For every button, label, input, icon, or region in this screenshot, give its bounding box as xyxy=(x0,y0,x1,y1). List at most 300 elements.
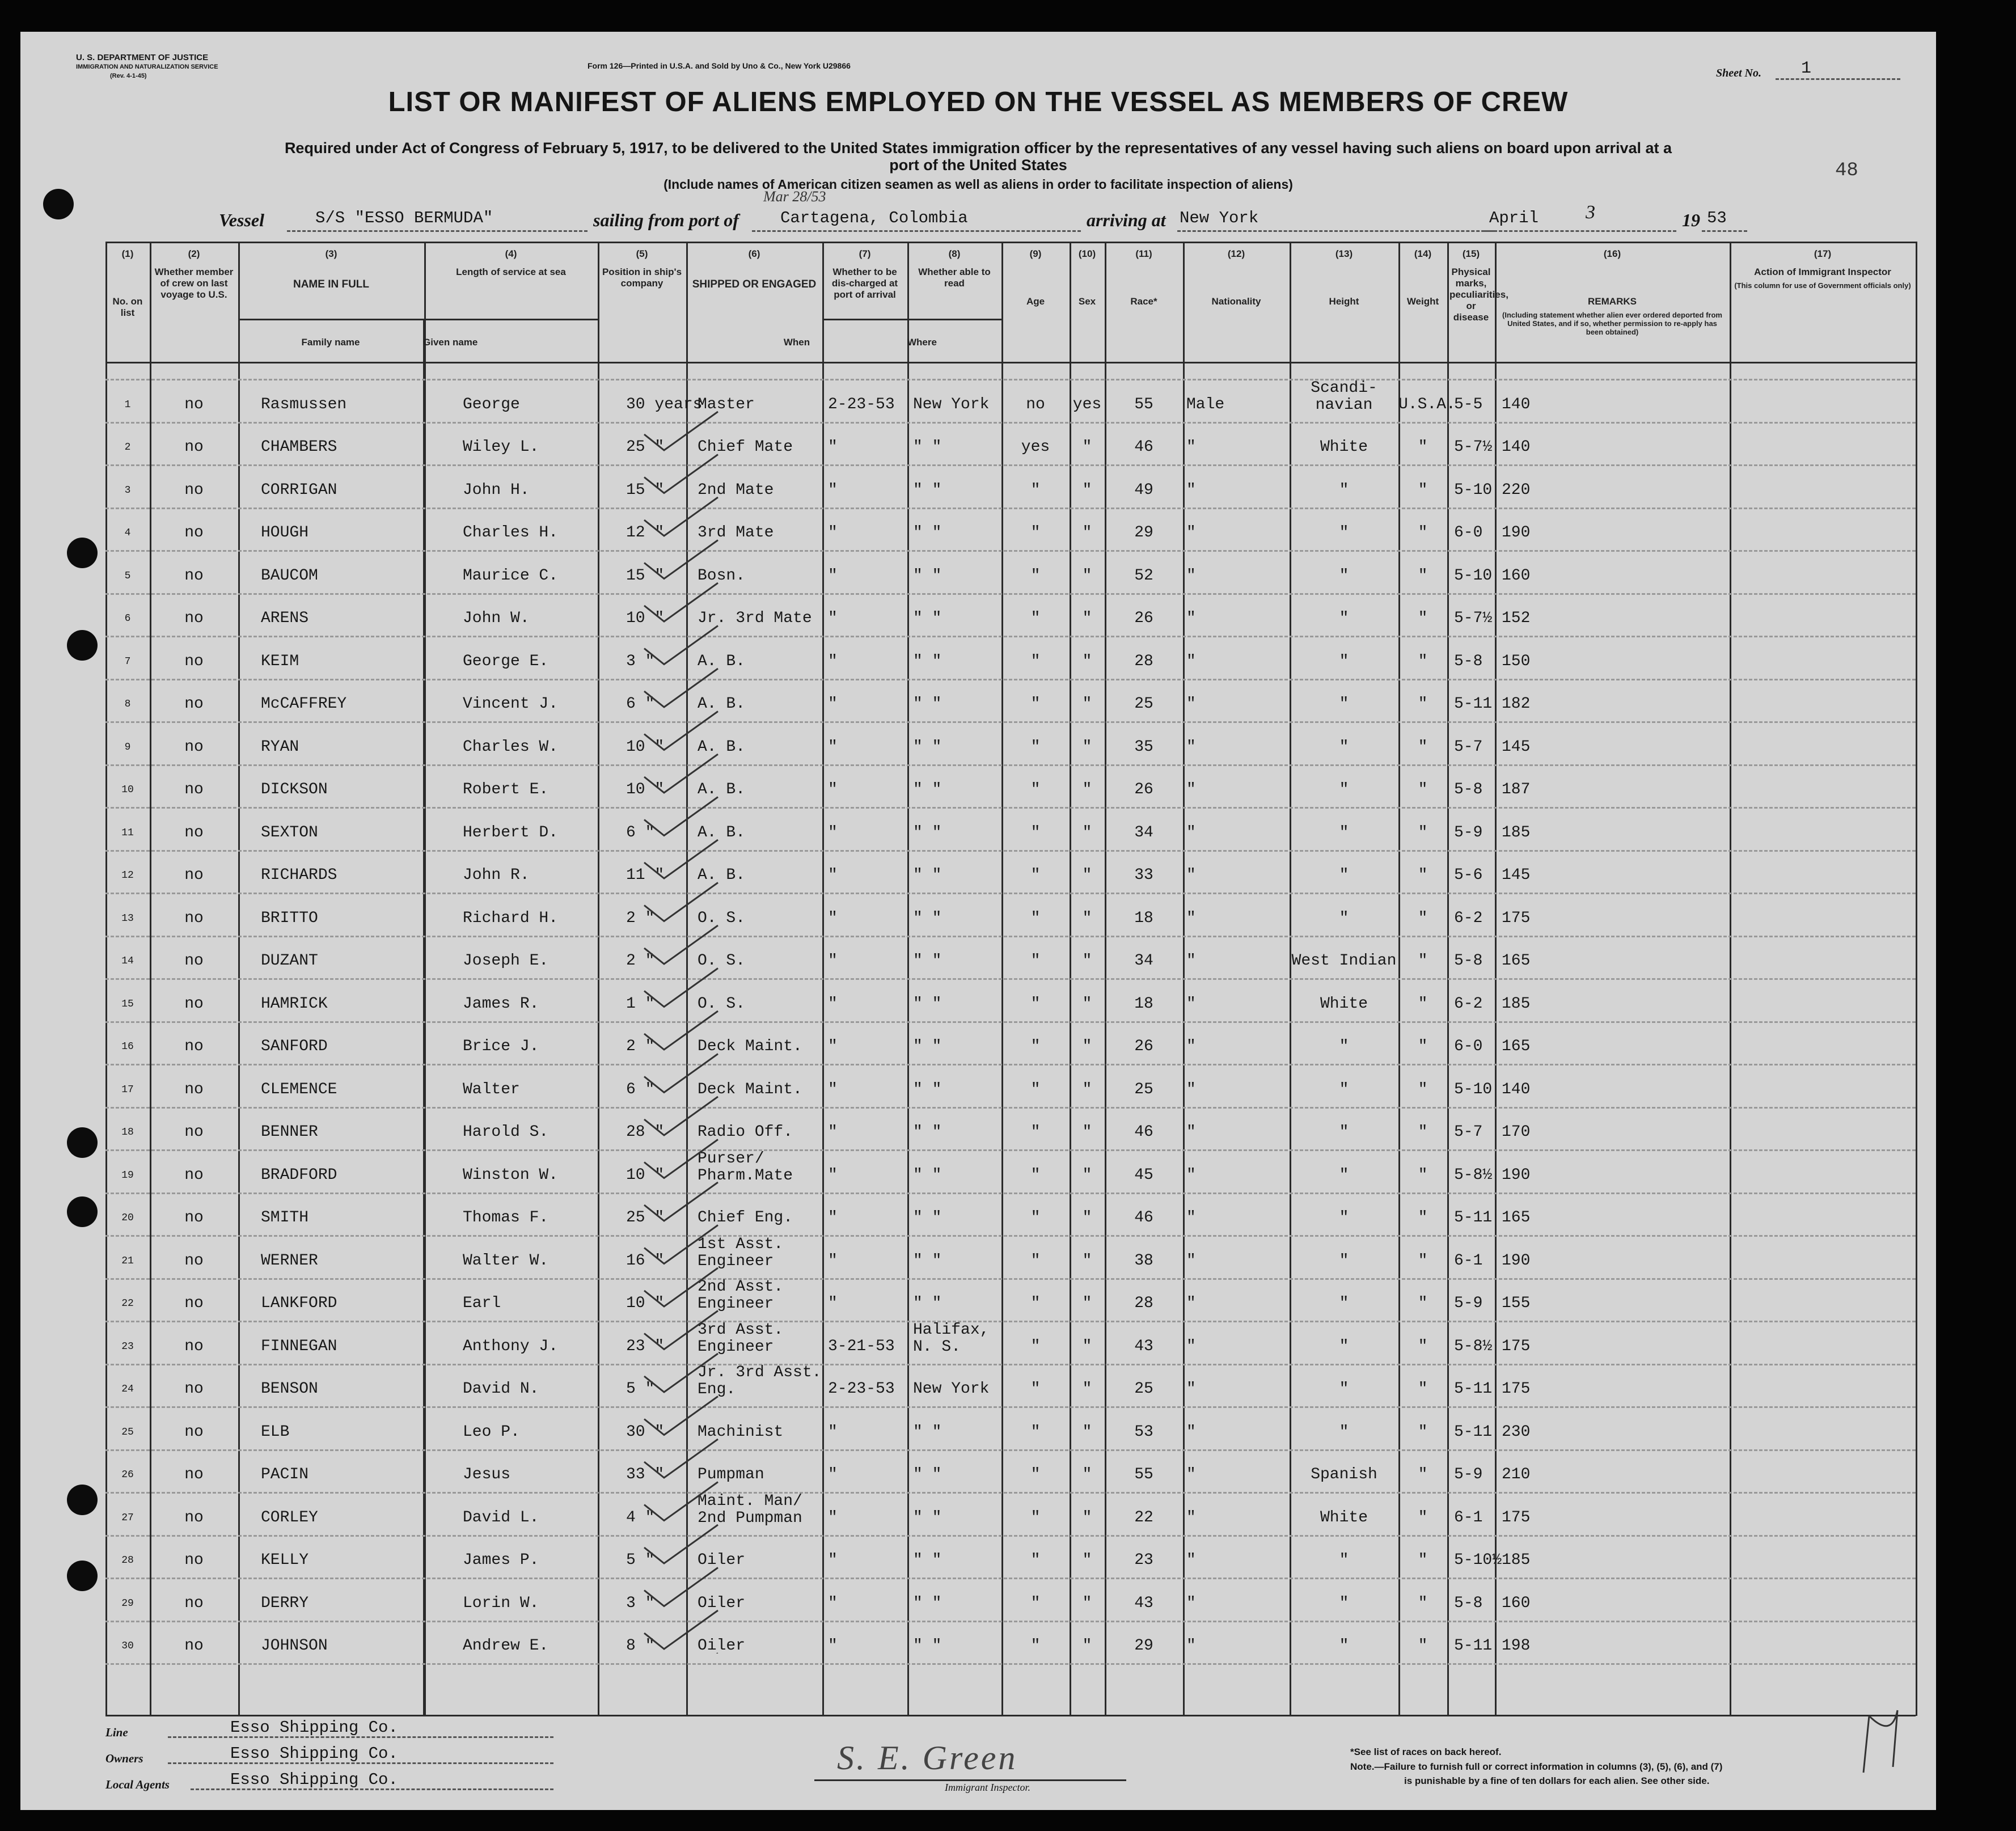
cell-weight: 165 xyxy=(1502,952,1531,970)
cell-sex: " xyxy=(1186,1123,1196,1141)
cell-sex: " xyxy=(1186,781,1196,798)
table-row xyxy=(105,1444,1916,1487)
cell-given: George E. xyxy=(463,652,549,670)
cell-read: " xyxy=(1082,781,1092,798)
cell-service: 6 " xyxy=(626,823,655,842)
cell-service: 8 " xyxy=(626,1637,655,1655)
cell-position: O. S. xyxy=(698,995,746,1013)
column-sublabel: Where xyxy=(907,337,937,348)
cell-no: 9 xyxy=(124,741,131,753)
vessel-name: S/S "ESSO BERMUDA" xyxy=(315,209,493,227)
cell-height: 5-10 xyxy=(1454,566,1493,585)
cell-service: 23 " xyxy=(626,1337,665,1355)
cell-height: 6-2 xyxy=(1454,995,1483,1013)
column-number: (12) xyxy=(1227,248,1245,259)
cell-weight: 175 xyxy=(1502,1380,1531,1398)
cell-discharged: " xyxy=(1030,566,1041,585)
cell-where: " " xyxy=(913,1123,942,1141)
cell-when: " xyxy=(828,1166,838,1184)
cell-height: 5-8 xyxy=(1454,952,1483,970)
column-label: Race* xyxy=(1130,296,1157,307)
cell-nationality: " xyxy=(1418,995,1428,1013)
column-label: Whether member of crew on last voyage to U.S. xyxy=(154,267,234,300)
arriving-label: arriving at xyxy=(1087,210,1166,230)
date-line xyxy=(1484,230,1676,232)
cell-race: " xyxy=(1339,1123,1349,1141)
cell-age: 18 xyxy=(1134,995,1153,1013)
cell-service: 5 " xyxy=(626,1380,655,1398)
cell-family: Rasmussen xyxy=(261,395,347,413)
cell-where: " " xyxy=(913,524,942,542)
column-label: Action of Immigrant Inspector xyxy=(1754,267,1891,277)
agents-label: Local Agents xyxy=(105,1778,170,1791)
cell-sex: " xyxy=(1186,1038,1196,1055)
cell-prev: no xyxy=(184,1080,204,1098)
cell-where: " " xyxy=(913,1166,942,1184)
cell-prev: no xyxy=(184,1295,204,1312)
cell-service: 2 " xyxy=(626,909,655,927)
penalty-note-1: Note.—Failure to furnish full or correct information in columns (3), (5), (6), and (7) xyxy=(1350,1761,1723,1772)
cell-position: Pumpman xyxy=(698,1466,764,1483)
cell-weight: 198 xyxy=(1502,1637,1531,1655)
cell-height: 5-11 xyxy=(1454,1209,1493,1227)
cell-no: 7 xyxy=(124,656,131,667)
cell-sex: " xyxy=(1186,695,1196,713)
cell-read: " xyxy=(1082,1380,1092,1398)
year-prefix: 19 xyxy=(1682,210,1700,230)
page-mark: 48 xyxy=(1835,160,1858,181)
cell-height: 5-7½ xyxy=(1454,610,1493,627)
check-mark xyxy=(644,925,718,964)
cell-family: BRADFORD xyxy=(261,1166,337,1184)
arrival-year: 53 xyxy=(1707,209,1727,227)
cell-when: " xyxy=(828,610,838,627)
cell-no: 2 xyxy=(124,442,131,453)
cell-height: 6-0 xyxy=(1454,524,1483,542)
shipped-subheader-rule xyxy=(822,319,1001,320)
cell-discharged: " xyxy=(1030,610,1041,627)
cell-position: Master xyxy=(698,395,755,413)
cell-height: 5-8 xyxy=(1454,652,1483,670)
cell-age: 49 xyxy=(1134,481,1153,499)
cell-no: 19 xyxy=(121,1169,134,1181)
cell-read: " xyxy=(1082,1251,1092,1270)
cell-no: 29 xyxy=(121,1597,134,1609)
check-mark xyxy=(644,1311,718,1350)
cell-service: 25 " xyxy=(626,1209,665,1227)
cell-age: 22 xyxy=(1134,1508,1153,1526)
cell-discharged: no xyxy=(1026,395,1045,413)
column-number: (16) xyxy=(1603,248,1621,259)
cell-height: 5-11 xyxy=(1454,695,1493,713)
cell-position: Oiler xyxy=(698,1637,746,1655)
cell-given: Walter W. xyxy=(463,1251,549,1270)
cell-given: Wiley L. xyxy=(463,438,539,456)
cell-sex: Male xyxy=(1186,395,1225,413)
cell-height: 5-10 xyxy=(1454,481,1493,499)
cell-weight: 150 xyxy=(1502,652,1531,670)
cell-family: CORLEY xyxy=(261,1508,318,1526)
column-note: (Including statement whether alien ever ordered deported from United States, and if so, whether permission to re-apply has been obtained) xyxy=(1502,311,1722,336)
owners-label: Owners xyxy=(105,1752,143,1765)
cell-service: 10 " xyxy=(626,1166,665,1184)
cell-read: " xyxy=(1082,1423,1092,1441)
cell-no: 6 xyxy=(124,613,131,624)
cell-service: 6 " xyxy=(626,1080,655,1098)
cell-position: O. S. xyxy=(698,952,746,970)
cell-read: " xyxy=(1082,652,1092,670)
punch-hole xyxy=(43,189,74,219)
crew-table xyxy=(105,242,1916,1717)
cell-race: " xyxy=(1339,1209,1349,1227)
table-row xyxy=(105,801,1916,844)
table-row xyxy=(105,1358,1916,1401)
owners-rule xyxy=(168,1762,553,1764)
cell-family: KEIM xyxy=(261,652,299,670)
cell-age: 33 xyxy=(1134,866,1153,884)
cell-nationality: " xyxy=(1418,1551,1428,1569)
cell-age: 55 xyxy=(1134,395,1153,413)
cell-race: " xyxy=(1339,695,1349,713)
cell-no: 3 xyxy=(124,484,131,496)
cell-age: 45 xyxy=(1134,1166,1153,1184)
cell-service: 3 " xyxy=(626,652,655,670)
table-row xyxy=(105,373,1916,416)
cell-when: " xyxy=(828,1209,838,1227)
table-row xyxy=(105,1529,1916,1572)
cell-given: Maurice C. xyxy=(463,566,559,585)
department-name: U. S. DEPARTMENT OF JUSTICE xyxy=(76,53,209,62)
cell-when: " xyxy=(828,481,838,499)
column-number: (8) xyxy=(948,248,961,259)
cell-family: DICKSON xyxy=(261,781,328,798)
column-number: (3) xyxy=(325,248,337,259)
cell-age: 43 xyxy=(1134,1337,1153,1355)
cell-nationality: " xyxy=(1418,524,1428,542)
cell-when: " xyxy=(828,823,838,842)
cell-given: Earl xyxy=(463,1295,501,1312)
inspector-signature: S. E. Green xyxy=(837,1739,1018,1777)
cell-sex: " xyxy=(1186,610,1196,627)
cell-position: Bosn. xyxy=(698,566,746,585)
cell-family: SEXTON xyxy=(261,823,318,842)
column-number: (9) xyxy=(1029,248,1042,259)
cell-family: CLEMENCE xyxy=(261,1080,337,1098)
cell-no: 20 xyxy=(121,1212,134,1224)
cell-sex: " xyxy=(1186,1209,1196,1227)
cell-given: John R. xyxy=(463,866,530,884)
cell-nationality: " xyxy=(1418,652,1428,670)
cell-race: " xyxy=(1339,566,1349,585)
cell-where: " " xyxy=(913,952,942,970)
cell-read: " xyxy=(1082,1551,1092,1569)
cell-position: Oiler xyxy=(698,1594,746,1612)
column-label: No. on list xyxy=(112,296,143,318)
cell-height: 5-8 xyxy=(1454,1594,1483,1612)
check-mark xyxy=(644,1225,718,1264)
cell-when: " xyxy=(828,438,838,456)
cell-prev: no xyxy=(184,1551,204,1569)
cell-age: 38 xyxy=(1134,1251,1153,1270)
check-marks xyxy=(633,406,758,1654)
cell-discharged: " xyxy=(1030,1380,1041,1398)
cell-weight: 140 xyxy=(1502,1080,1531,1098)
cell-race: " xyxy=(1339,652,1349,670)
check-mark xyxy=(644,455,718,493)
cell-when: " xyxy=(828,1251,838,1270)
column-number: (13) xyxy=(1335,248,1353,259)
check-mark xyxy=(644,1354,718,1392)
cell-weight: 175 xyxy=(1502,1508,1531,1526)
cell-no: 21 xyxy=(121,1255,134,1267)
column-label: Sex xyxy=(1078,296,1096,307)
cell-family: BRITTO xyxy=(261,909,318,927)
cell-nationality: " xyxy=(1418,952,1428,970)
cell-given: James R. xyxy=(463,995,539,1013)
column-label: Weight xyxy=(1406,296,1439,307)
column-rule xyxy=(1916,242,1917,1716)
cell-given: Robert E. xyxy=(463,781,549,798)
cell-position: Deck Maint. xyxy=(698,1038,802,1055)
cell-no: 10 xyxy=(121,784,134,796)
cell-service: 15 " xyxy=(626,481,665,499)
table-row xyxy=(105,502,1916,545)
cell-age: 26 xyxy=(1134,1038,1153,1055)
cell-service: 5 " xyxy=(626,1551,655,1569)
cell-when: " xyxy=(828,1508,838,1526)
check-mark xyxy=(644,883,718,921)
table-row xyxy=(105,459,1916,502)
cell-discharged: " xyxy=(1030,866,1041,884)
cell-given: Harold S. xyxy=(463,1123,549,1141)
cell-no: 25 xyxy=(121,1426,134,1438)
cell-service: 30 " xyxy=(626,1423,665,1441)
column-number: (11) xyxy=(1135,248,1152,259)
cell-nationality: " xyxy=(1418,1594,1428,1612)
column-label: Whether able to read xyxy=(918,267,991,289)
cell-weight: 140 xyxy=(1502,395,1531,413)
column-number: (15) xyxy=(1462,248,1480,259)
cell-age: 34 xyxy=(1134,823,1153,842)
cell-sex: " xyxy=(1186,1466,1196,1483)
line-value: Esso Shipping Co. xyxy=(230,1718,398,1737)
cell-where: " " xyxy=(913,995,942,1013)
cell-discharged: yes xyxy=(1021,438,1050,456)
cell-weight: 190 xyxy=(1502,524,1531,542)
cell-race: Spanish xyxy=(1311,1466,1377,1483)
cell-height: 5-9 xyxy=(1454,1295,1483,1312)
cell-where: " " xyxy=(913,1466,942,1483)
cell-read: " xyxy=(1082,823,1092,842)
cell-nationality: U.S.A. xyxy=(1398,395,1456,413)
cell-sex: " xyxy=(1186,1337,1196,1355)
cell-family: ELB xyxy=(261,1423,290,1441)
punch-hole xyxy=(67,538,98,568)
cell-when: " xyxy=(828,1594,838,1612)
column-number: (10) xyxy=(1078,248,1096,259)
arrival-day: 3 xyxy=(1586,202,1595,223)
cell-service: 12 " xyxy=(626,524,665,542)
column-number: (7) xyxy=(859,248,871,259)
cell-where: " " xyxy=(913,909,942,927)
cell-read: " xyxy=(1082,1123,1092,1141)
cell-weight: 160 xyxy=(1502,1594,1531,1612)
service-name: IMMIGRATION AND NATURALIZATION SERVICE xyxy=(76,64,218,70)
cell-read: yes xyxy=(1072,395,1102,413)
check-mark xyxy=(644,754,718,793)
cell-race: " xyxy=(1339,1038,1349,1055)
table-row xyxy=(105,1401,1916,1444)
cell-prev: no xyxy=(184,1380,204,1398)
cell-race: " xyxy=(1339,1423,1349,1441)
arrival-line xyxy=(1177,230,1495,232)
cell-weight: 155 xyxy=(1502,1295,1531,1312)
cell-service: 1 " xyxy=(626,995,655,1013)
cell-service: 16 " xyxy=(626,1251,665,1270)
cell-given: Leo P. xyxy=(463,1423,520,1441)
check-mark xyxy=(644,840,718,878)
cell-when: " xyxy=(828,1123,838,1141)
cell-family: DUZANT xyxy=(261,952,318,970)
cell-read: " xyxy=(1082,995,1092,1013)
cell-where: " " xyxy=(913,1251,942,1270)
check-mark xyxy=(644,1568,718,1606)
cell-when: " xyxy=(828,1080,838,1098)
cell-race: White xyxy=(1320,438,1368,456)
cell-no: 14 xyxy=(121,955,134,967)
cell-prev: no xyxy=(184,952,204,970)
cell-height: 5-9 xyxy=(1454,1466,1483,1483)
cell-no: 1 xyxy=(124,399,131,411)
cell-read: " xyxy=(1082,1209,1092,1227)
cell-where: " " xyxy=(913,1080,942,1098)
cell-race: " xyxy=(1339,610,1349,627)
cell-race: " xyxy=(1339,1551,1349,1569)
table-row xyxy=(105,1144,1916,1187)
cell-nationality: " xyxy=(1418,866,1428,884)
year-line xyxy=(1702,230,1747,232)
cell-nationality: " xyxy=(1418,823,1428,842)
cell-prev: no xyxy=(184,1166,204,1184)
cell-prev: no xyxy=(184,823,204,842)
table-row xyxy=(105,544,1916,587)
cell-service: 10 " xyxy=(626,1295,665,1312)
cell-sex: " xyxy=(1186,1080,1196,1098)
cell-weight: 140 xyxy=(1502,438,1531,456)
cell-given: James P. xyxy=(463,1551,539,1569)
check-mark xyxy=(644,412,718,450)
vessel-line xyxy=(287,230,588,232)
cell-service: 10 " xyxy=(626,781,665,798)
column-label: Physical marks, peculiarities, or disease xyxy=(1449,267,1508,323)
row-rule xyxy=(105,1663,1916,1665)
cell-sex: " xyxy=(1186,995,1196,1013)
sailing-date-note: Mar 28/53 xyxy=(763,188,826,205)
cell-no: 5 xyxy=(124,570,131,582)
cell-height: 6-2 xyxy=(1454,909,1483,927)
cell-position: Radio Off. xyxy=(698,1123,793,1141)
cell-given: John W. xyxy=(463,610,530,627)
cell-no: 28 xyxy=(121,1555,134,1566)
cell-discharged: " xyxy=(1030,1423,1041,1441)
check-mark xyxy=(644,1525,718,1563)
cell-family: FINNEGAN xyxy=(261,1337,337,1355)
cell-age: 55 xyxy=(1134,1466,1153,1483)
cell-race: " xyxy=(1339,1080,1349,1098)
cell-given: Charles H. xyxy=(463,524,559,542)
cell-given: David L. xyxy=(463,1508,539,1526)
cell-nationality: " xyxy=(1418,738,1428,756)
cell-where: " " xyxy=(913,1508,942,1526)
cell-read: " xyxy=(1082,1594,1092,1612)
cell-when: " xyxy=(828,695,838,713)
cell-nationality: " xyxy=(1418,1038,1428,1055)
check-mark xyxy=(644,1268,718,1306)
table-row xyxy=(105,1615,1916,1658)
cell-height: 5-11 xyxy=(1454,1423,1493,1441)
punch-hole xyxy=(67,630,98,661)
cell-where: " " xyxy=(913,1594,942,1612)
cell-race: White xyxy=(1320,995,1368,1013)
cell-service: 2 " xyxy=(626,1038,655,1055)
cell-given: Herbert D. xyxy=(463,823,559,842)
table-top-rule xyxy=(105,242,1916,243)
check-mark xyxy=(644,583,718,621)
check-mark xyxy=(644,669,718,707)
cell-position: Chief Mate xyxy=(698,438,793,456)
cell-service: 10 " xyxy=(626,738,665,756)
cell-discharged: " xyxy=(1030,1123,1041,1141)
cell-sex: " xyxy=(1186,438,1196,456)
cell-weight: 185 xyxy=(1502,1551,1531,1569)
cell-read: " xyxy=(1082,1466,1092,1483)
cell-family: RICHARDS xyxy=(261,866,337,884)
cell-race: " xyxy=(1339,866,1349,884)
cell-read: " xyxy=(1082,566,1092,585)
cell-weight: 152 xyxy=(1502,610,1531,627)
cell-weight: 185 xyxy=(1502,823,1531,842)
cell-nationality: " xyxy=(1418,1380,1428,1398)
cell-discharged: " xyxy=(1030,1637,1041,1655)
column-label: Nationality xyxy=(1211,296,1261,307)
cell-where: " " xyxy=(913,652,942,670)
check-mark xyxy=(644,1054,718,1093)
cell-position: A. B. xyxy=(698,695,746,713)
arrival-month: April xyxy=(1489,209,1539,227)
table-row xyxy=(105,630,1916,673)
cell-prev: no xyxy=(184,1594,204,1612)
column-label: Position in ship's company xyxy=(602,267,682,289)
cell-height: 5-6 xyxy=(1454,866,1483,884)
cell-sex: " xyxy=(1186,1637,1196,1655)
column-label: NAME IN FULL xyxy=(293,278,370,290)
check-mark xyxy=(644,1182,718,1221)
cell-no: 16 xyxy=(121,1041,134,1052)
cell-no: 22 xyxy=(121,1298,134,1309)
cell-where: " " xyxy=(913,866,942,884)
table-row xyxy=(105,1315,1916,1358)
check-mark xyxy=(644,1097,718,1135)
cell-service: 15 " xyxy=(626,566,665,585)
cell-nationality: " xyxy=(1418,1080,1428,1098)
cell-race: " xyxy=(1339,823,1349,842)
cell-position: A. B. xyxy=(698,738,746,756)
cell-position: Oiler xyxy=(698,1551,746,1569)
cell-weight: 230 xyxy=(1502,1423,1531,1441)
cell-age: 25 xyxy=(1134,1380,1153,1398)
vessel-label: Vessel xyxy=(219,210,264,230)
column-label: Height xyxy=(1329,296,1359,307)
